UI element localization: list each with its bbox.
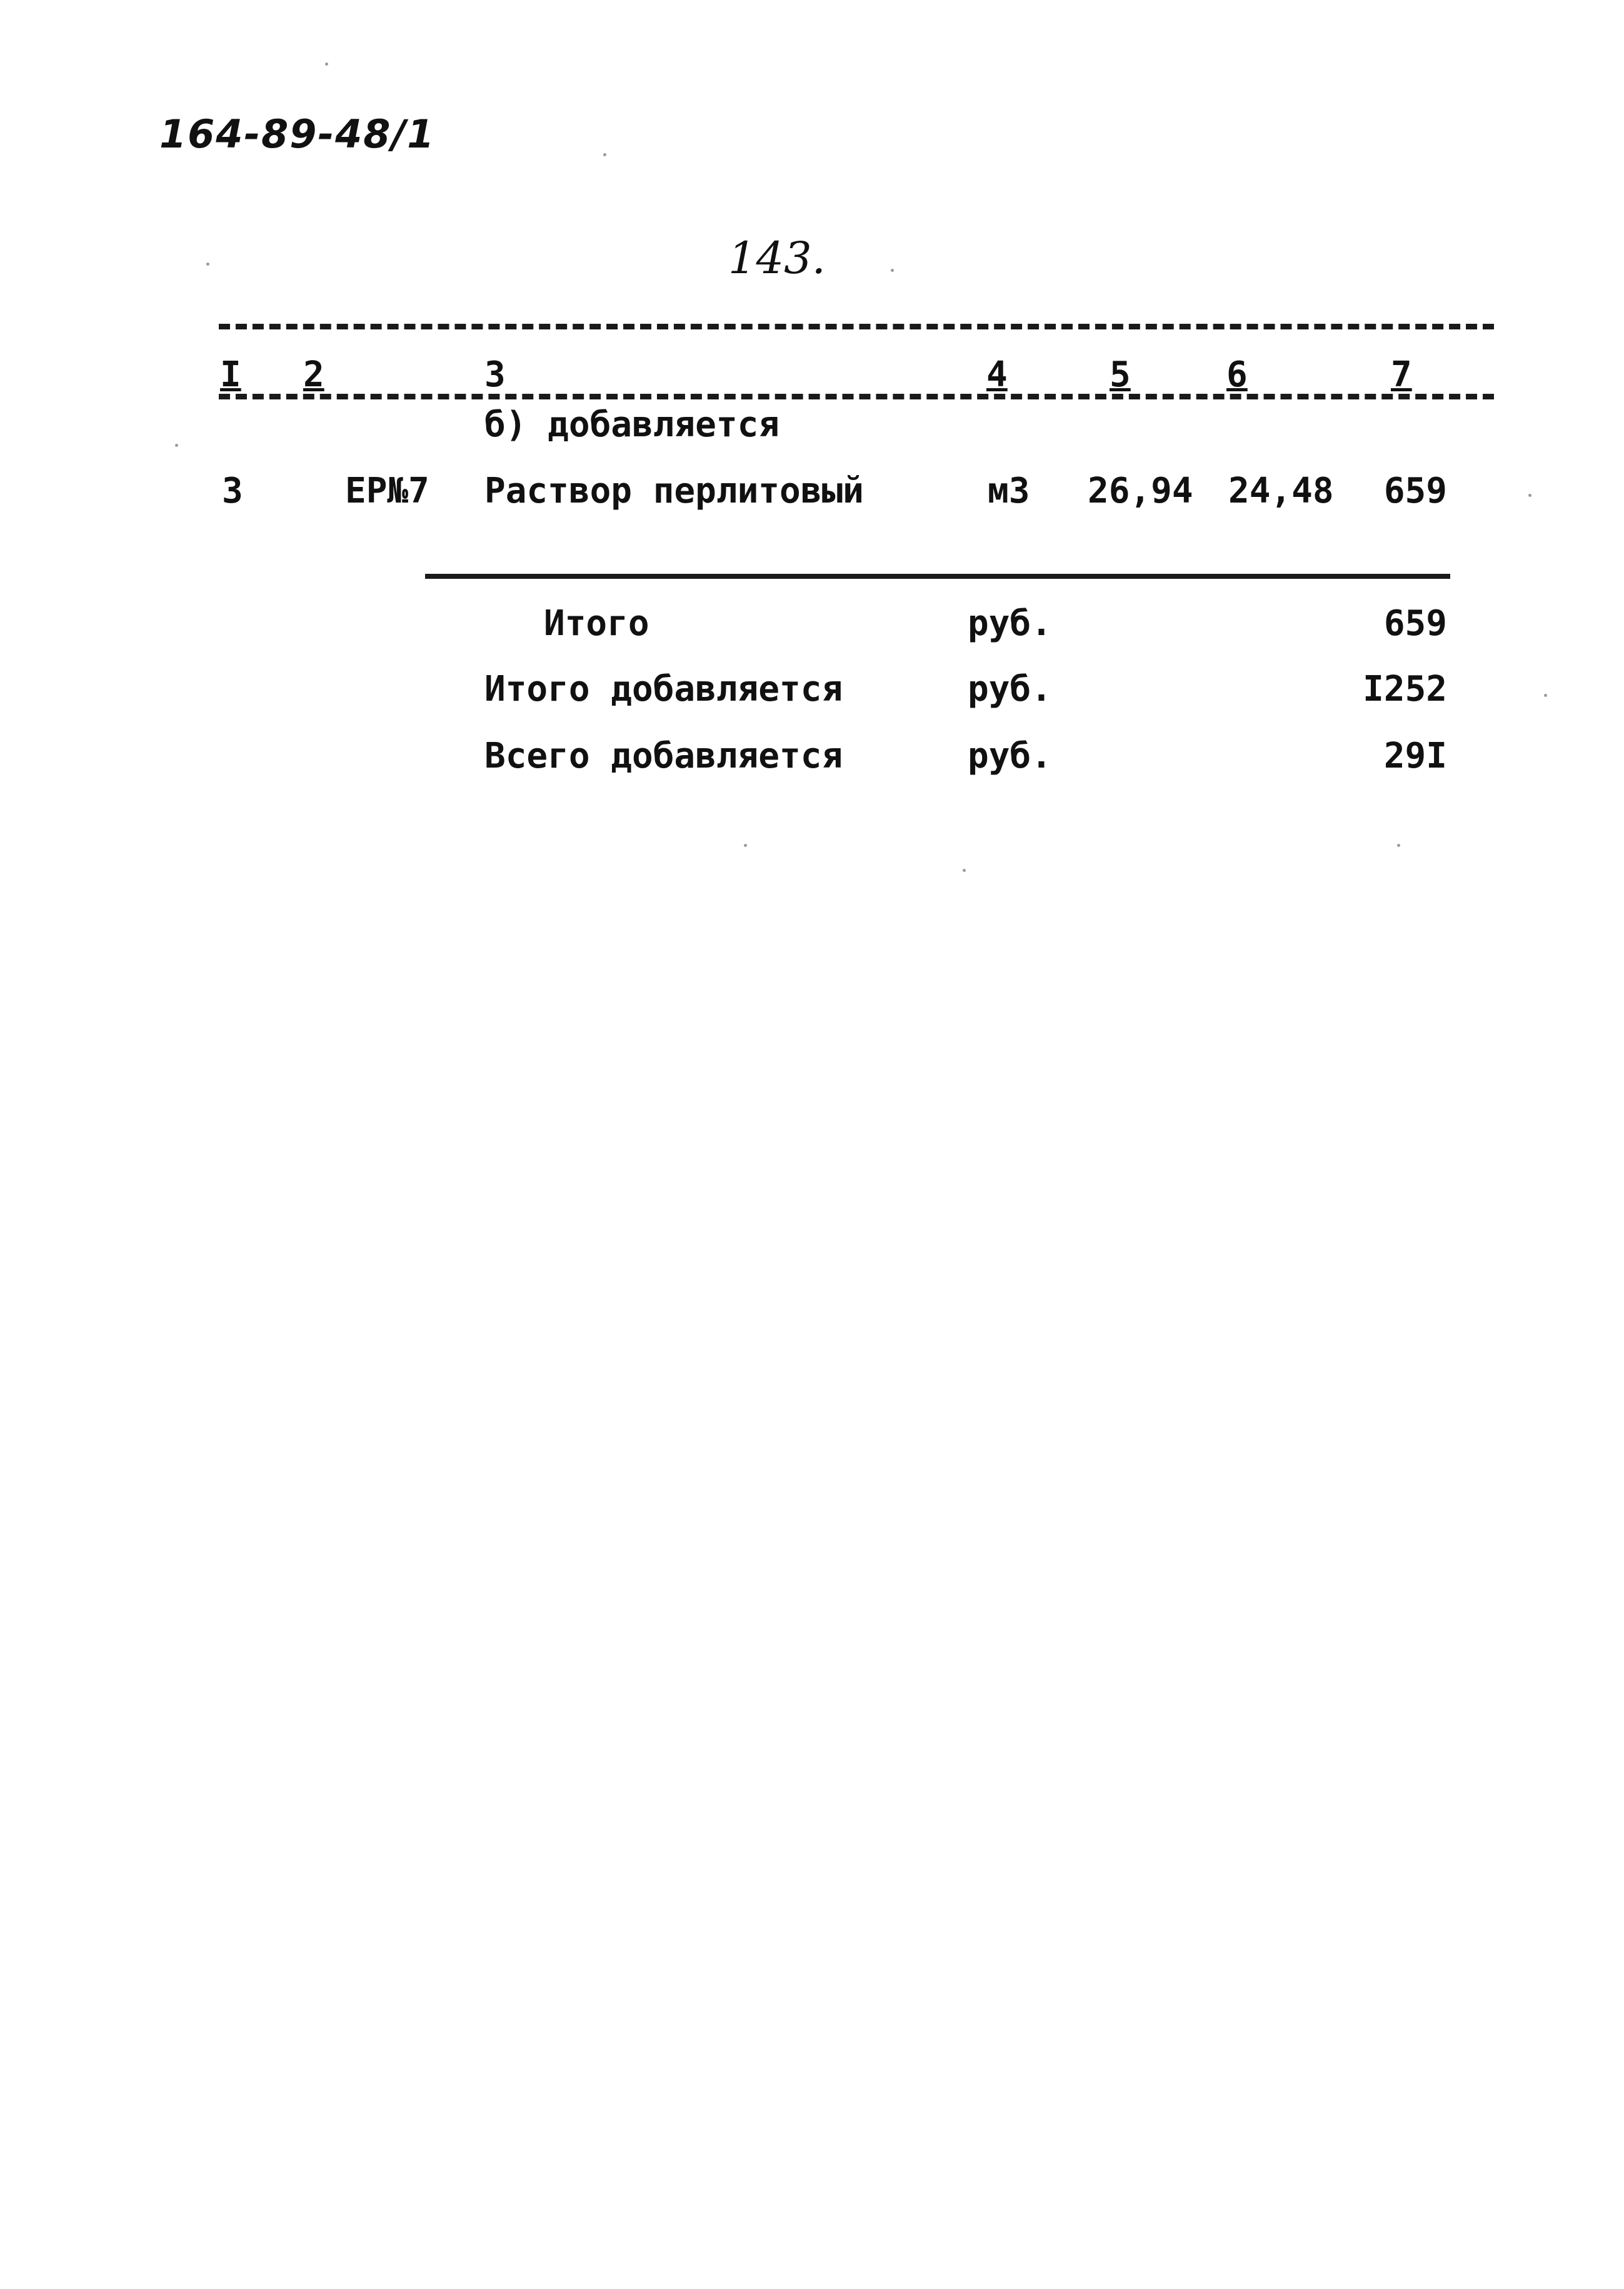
document-code: 164-89-48/1 — [159, 111, 436, 157]
row-name: Раствор перлитовый — [484, 471, 864, 511]
scan-speck — [891, 269, 894, 272]
row-col5: 26,94 — [1088, 471, 1193, 511]
row-col7: 659 — [1383, 471, 1447, 511]
total-unit-3: руб. — [968, 736, 1052, 776]
header-row-rule — [219, 394, 1494, 399]
scan-speck — [175, 444, 178, 447]
scan-speck — [1528, 494, 1531, 497]
scan-speck — [603, 153, 606, 156]
scan-speck — [1397, 844, 1400, 847]
page-number: 143. — [728, 233, 826, 284]
total-value-1: 659 — [1383, 603, 1447, 644]
row-number: 3 — [222, 471, 243, 511]
row-unit: м3 — [988, 471, 1030, 511]
column-header-3: 3 — [484, 354, 506, 395]
column-header-2: 2 — [303, 354, 324, 395]
column-header-5: 5 — [1110, 354, 1131, 395]
total-unit-2: руб. — [968, 669, 1052, 709]
column-header-1: I — [220, 354, 241, 395]
totals-separator — [425, 574, 1450, 579]
scan-speck — [1544, 694, 1547, 697]
total-label-1: Итого — [544, 603, 649, 644]
total-label-2: Итого добавляется — [484, 669, 843, 709]
row-col6: 24,48 — [1228, 471, 1334, 511]
scan-speck — [744, 844, 747, 847]
row-code: ЕР№7 — [345, 471, 429, 511]
table-top-rule — [219, 324, 1494, 329]
scan-speck — [206, 263, 209, 266]
scan-speck — [325, 63, 328, 66]
column-header-7: 7 — [1391, 354, 1412, 395]
section-label: б) добавляется — [484, 404, 780, 445]
total-label-3: Всего добавляется — [484, 736, 843, 776]
total-unit-1: руб. — [968, 603, 1052, 644]
total-value-2: I252 — [1363, 669, 1447, 709]
column-header-6: 6 — [1226, 354, 1248, 395]
scan-speck — [963, 869, 966, 872]
total-value-3: 29I — [1383, 736, 1447, 776]
column-header-4: 4 — [986, 354, 1008, 395]
